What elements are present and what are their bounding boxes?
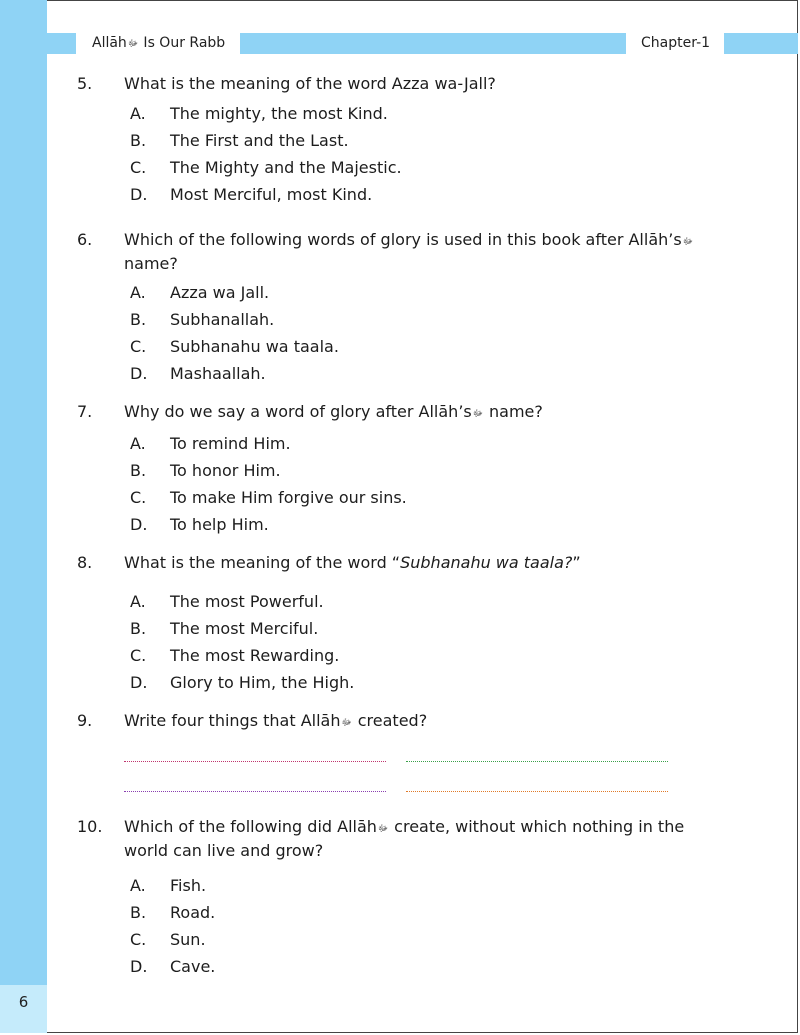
option-letter: C. (130, 337, 147, 356)
header-title-part: Allāh (92, 35, 127, 51)
option-letter: C. (130, 158, 147, 177)
option-letter: A. (130, 592, 146, 611)
option-letter: B. (130, 310, 147, 329)
question-text-part: Write four things that Allāh (124, 711, 341, 730)
header-chapter: Chapter-1 (641, 35, 711, 51)
option-text: The most Merciful. (170, 619, 319, 638)
answer-line[interactable] (124, 791, 386, 792)
question-number: 10. (77, 817, 103, 836)
option-text: To help Him. (170, 515, 269, 534)
option-text: Cave. (170, 957, 216, 976)
question-text (124, 229, 714, 275)
option-letter: A. (130, 434, 146, 453)
option-text: To honor Him. (170, 461, 281, 480)
option-letter: B. (130, 903, 147, 922)
glory-glyph-icon: ﷻ (341, 718, 352, 728)
question-number: 6. (77, 230, 93, 249)
glory-glyph-icon: ﷻ (377, 824, 389, 834)
question-text (124, 816, 714, 862)
option-letter: A. (130, 283, 146, 302)
header-band-left (47, 33, 76, 54)
option-text: Road. (170, 903, 216, 922)
option-text: To make Him forgive our sins. (170, 488, 407, 507)
option-text: Most Merciful, most Kind. (170, 185, 373, 204)
question-number: 8. (77, 553, 93, 572)
option-text: The Mighty and the Majestic. (170, 158, 402, 177)
option-letter: A. (130, 104, 146, 123)
option-row (130, 929, 206, 951)
answer-line[interactable] (406, 791, 668, 792)
option-text: Subhanahu wa taala. (170, 337, 339, 356)
glory-glyph-icon: ﷻ (682, 237, 693, 247)
option-row (130, 184, 372, 206)
option-row (130, 282, 269, 304)
option-text: The mighty, the most Kind. (170, 104, 388, 123)
header-band-middle (240, 33, 626, 54)
option-text: Fish. (170, 876, 207, 895)
option-row (130, 514, 269, 536)
option-row (130, 363, 266, 385)
side-color-bar (0, 0, 47, 985)
question-10 (77, 816, 717, 860)
option-row (130, 591, 324, 613)
option-letter: D. (130, 515, 148, 534)
header-title-part: Is Our Rabb (138, 35, 226, 51)
option-row (130, 103, 388, 125)
option-text: The First and the Last. (170, 131, 349, 150)
option-text: The most Rewarding. (170, 646, 340, 665)
question-text-part: What is the meaning of the word “ (124, 553, 401, 572)
question-text-part: Why do we say a word of glory after Allāh’s (124, 402, 472, 421)
answer-line[interactable] (406, 761, 668, 762)
option-row (130, 618, 318, 640)
question-number: 5. (77, 74, 93, 93)
option-row (130, 336, 339, 358)
question-text-italic: Subhanahu wa taala? (400, 553, 573, 572)
question-text-part: Which of the following words of glory is used in this book after Allāh’s (124, 230, 682, 249)
option-text: Sun. (170, 930, 206, 949)
option-text: Mashaallah. (170, 364, 266, 383)
glory-glyph-icon: ﷻ (472, 409, 483, 419)
option-row (130, 130, 349, 152)
option-letter: B. (130, 461, 147, 480)
question-text-part: ” (572, 553, 581, 572)
question-6 (77, 229, 717, 273)
option-row (130, 487, 407, 509)
option-letter: C. (130, 930, 147, 949)
option-row (130, 157, 402, 179)
glory-glyph-icon: ﷻ (127, 39, 138, 49)
option-letter: D. (130, 957, 148, 976)
option-row (130, 645, 339, 667)
option-text: The most Powerful. (170, 592, 324, 611)
question-text: What is the meaning of the word Azza wa-Jall? (124, 74, 496, 93)
option-row (130, 956, 215, 978)
option-letter: D. (130, 364, 148, 383)
header-title (92, 35, 225, 51)
question-text-part: name? (483, 402, 543, 421)
option-letter: C. (130, 488, 147, 507)
question-text (124, 552, 714, 574)
question-number: 9. (77, 711, 93, 730)
option-row (130, 460, 281, 482)
question-text-part: Which of the following did Allāh (124, 817, 377, 836)
page-number: 6 (18, 993, 29, 1011)
option-row (130, 672, 354, 694)
option-letter: D. (130, 185, 148, 204)
option-letter: B. (130, 619, 147, 638)
question-text-part: created? (352, 711, 428, 730)
option-text: Glory to Him, the High. (170, 673, 355, 692)
option-text: To remind Him. (170, 434, 291, 453)
question-text (124, 401, 714, 425)
answer-line[interactable] (124, 761, 386, 762)
question-text-part: create, without which nothing in the world can live and grow? (124, 817, 685, 860)
option-letter: B. (130, 131, 147, 150)
option-letter: A. (130, 876, 146, 895)
question-number: 7. (77, 402, 93, 421)
header-band-right (724, 33, 798, 54)
question-text (124, 710, 714, 734)
option-text: Azza wa Jall. (170, 283, 270, 302)
option-row (130, 309, 274, 331)
question-text-part: name? (124, 254, 178, 273)
option-text: Subhanallah. (170, 310, 275, 329)
option-letter: D. (130, 673, 148, 692)
option-row (130, 433, 291, 455)
option-letter: C. (130, 646, 147, 665)
option-row (130, 902, 215, 924)
option-row (130, 875, 206, 897)
